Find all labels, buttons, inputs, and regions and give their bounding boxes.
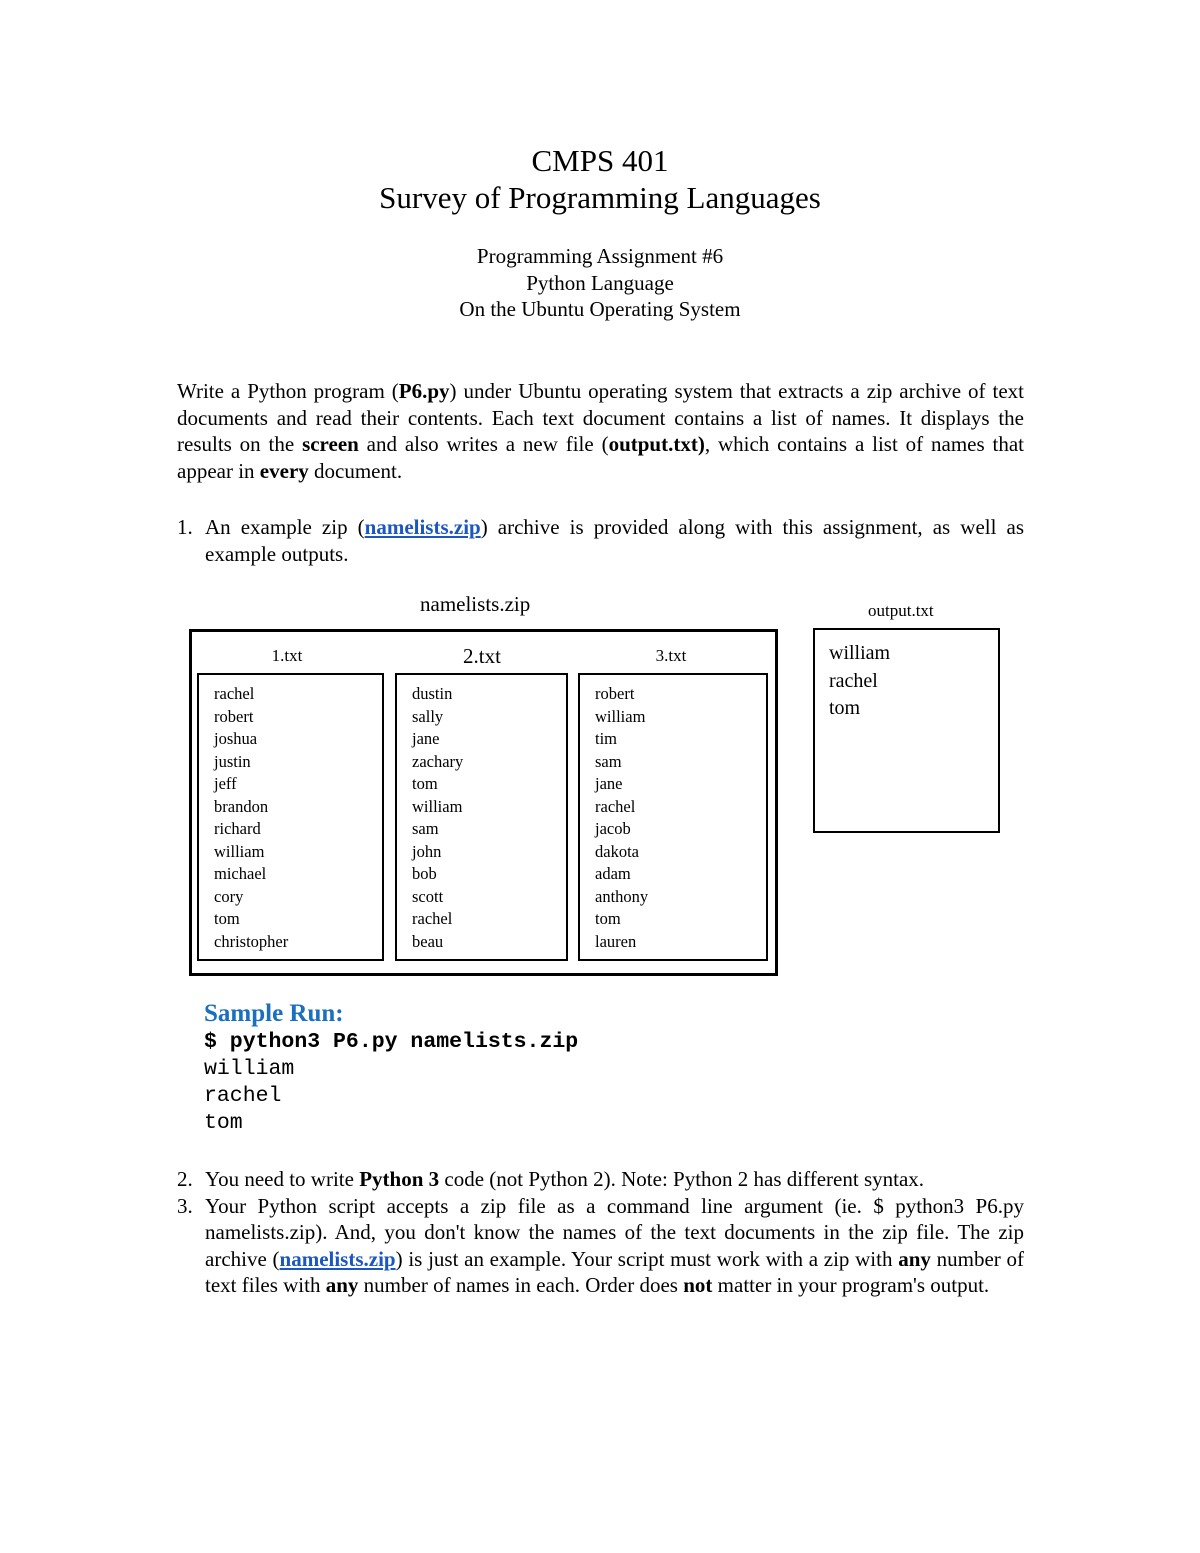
sample-output-line: william <box>204 1057 295 1081</box>
language-subtitle: Python Language <box>526 271 674 295</box>
list-item: lauren <box>595 931 637 951</box>
file-box-2 <box>395 673 568 961</box>
list-item: richard <box>214 819 261 838</box>
zip-archive-box <box>189 629 778 976</box>
list-item: tim <box>595 729 618 748</box>
output-label: output.txt <box>868 601 934 620</box>
intro-paragraph: Write a Python program (P6.py) under Ubuntu operating system that extracts a zip archive of text documents and read their contents. Each text document contains a list of names. It displays the results on the screen and also writes a new file (output.txt), which contains a list of names that appear in every document. <box>177 379 1025 483</box>
list-item-1: 1. An example zip (namelists.zip) archive is provided along with this assignment, as well as example outputs. <box>177 515 1024 566</box>
list-item: robert <box>214 706 254 726</box>
list-item: jacob <box>595 819 631 838</box>
list-item: rachel <box>412 909 453 928</box>
list-item: christopher <box>214 931 289 951</box>
list-item: joshua <box>214 729 258 748</box>
course-title: Survey of Programming Languages <box>379 180 821 215</box>
list-item: jane <box>595 774 623 793</box>
list-item: william <box>412 796 463 816</box>
zip-label: namelists.zip <box>420 592 531 616</box>
sample-command: $ python3 P6.py namelists.zip <box>204 1030 579 1054</box>
assignment-title: Programming Assignment #6 <box>476 244 724 268</box>
list-item: robert <box>595 684 635 703</box>
list-item: brandon <box>214 796 269 816</box>
namelists-zip-link-2[interactable]: namelists.zip <box>279 1246 396 1271</box>
list-item: jeff <box>214 774 237 793</box>
name-list-2 <box>412 683 463 953</box>
list-item: cory <box>214 886 244 906</box>
list-item: tom <box>412 774 438 793</box>
list-item: beau <box>412 931 444 951</box>
list-item: zachary <box>412 751 464 771</box>
list-item: justin <box>214 751 251 771</box>
list-item: sam <box>412 819 439 838</box>
list-item: jane <box>412 729 440 748</box>
list-items-2-3 <box>177 1166 1024 1299</box>
list-item: john <box>412 841 442 861</box>
sample-run-block <box>204 1029 578 1137</box>
os-subtitle: On the Ubuntu Operating System <box>459 297 741 321</box>
file-box-3 <box>578 673 768 961</box>
output-box <box>813 628 1000 833</box>
list-item: bob <box>412 864 437 883</box>
name-list-1 <box>214 683 288 953</box>
list-item: sam <box>595 751 622 771</box>
output-name-list <box>829 640 890 723</box>
sample-output-line: rachel <box>204 1084 282 1108</box>
file-label-2: 2.txt <box>463 644 501 668</box>
list-item: adam <box>595 864 631 883</box>
list-item: scott <box>412 886 444 906</box>
list-item: tom <box>595 909 621 928</box>
list-item: william <box>214 841 265 861</box>
list-item-3: 3. Your Python script accepts a zip file as a command line argument (ie. $ python3 P6.py namelists.zip). And, you don't know the names of the text documents in the zip file. The zip archive (namelists.zip) is just an example. Your script must work with a zip with any number of text files with any number of names in each. Order does not matter in your program's output. <box>177 1193 1024 1298</box>
list-item: sally <box>412 706 444 726</box>
file-box-1 <box>197 673 384 961</box>
list-item: william <box>595 706 646 726</box>
list-item: tom <box>829 697 861 719</box>
name-list-3 <box>595 683 648 953</box>
file-label-3: 3.txt <box>655 646 687 665</box>
list-item: dakota <box>595 841 639 861</box>
sample-output-line: tom <box>204 1111 243 1135</box>
list-item: dustin <box>412 684 453 703</box>
file-label-1: 1.txt <box>271 646 303 665</box>
list-item: anthony <box>595 886 649 906</box>
list-item: michael <box>214 864 267 883</box>
sample-run-heading: Sample Run: <box>204 1000 344 1027</box>
course-code: CMPS 401 <box>531 143 669 178</box>
list-item: rachel <box>214 684 255 703</box>
list-item: rachel <box>595 796 636 816</box>
list-item: william <box>829 642 891 664</box>
list-item-2: 2. You need to write Python 3 code (not Python 2). Note: Python 2 has different syntax. <box>177 1167 925 1191</box>
namelists-zip-link[interactable]: namelists.zip <box>364 515 481 539</box>
list-item: rachel <box>829 669 878 692</box>
list-item: tom <box>214 909 240 928</box>
